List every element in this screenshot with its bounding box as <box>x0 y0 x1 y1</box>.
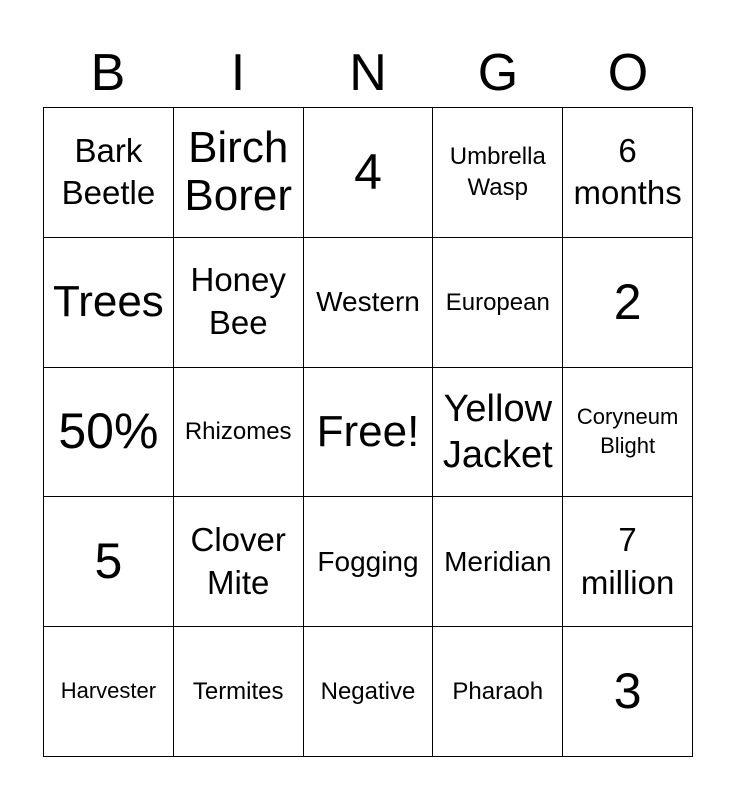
bingo-cell-r5-c3[interactable] <box>304 627 434 757</box>
bingo-cell-r4-c5[interactable] <box>563 497 693 627</box>
cell-text: Trees <box>52 277 164 326</box>
cell-text: Termites <box>192 678 284 705</box>
bingo-cell-r1-c1[interactable] <box>44 108 174 238</box>
cell-text: Birch Borer <box>184 123 292 221</box>
header-letter-b: B <box>90 44 126 102</box>
bingo-cell-r3-c5[interactable] <box>563 368 693 498</box>
cell-text: Bark Beetle <box>61 131 156 212</box>
bingo-cell-r5-c5[interactable] <box>563 627 693 757</box>
bingo-cell-r5-c1[interactable] <box>44 627 174 757</box>
cell-text: 50% <box>58 403 159 460</box>
bingo-cell-r2-c3[interactable] <box>304 238 434 368</box>
bingo-cell-r3-c4[interactable] <box>433 368 563 498</box>
bingo-cell-r4-c2[interactable] <box>174 497 304 627</box>
cell-text: Free! <box>316 406 420 456</box>
header-letter-o: O <box>607 44 649 102</box>
bingo-cell-r1-c5[interactable] <box>563 108 693 238</box>
cell-text: Western <box>316 286 420 317</box>
header-letter-i: I <box>230 44 246 102</box>
bingo-board <box>43 107 693 757</box>
bingo-cell-r1-c4[interactable] <box>433 108 563 238</box>
cell-text: 3 <box>613 663 642 720</box>
cell-text: Yellow Jacket <box>442 387 553 476</box>
bingo-cell-r1-c2[interactable] <box>174 108 304 238</box>
bingo-cell-r2-c4[interactable] <box>433 238 563 368</box>
cell-text: 4 <box>354 143 382 200</box>
cell-text: Meridian <box>444 545 552 577</box>
cell-text: Umbrella Wasp <box>449 143 546 202</box>
cell-text: 7 million <box>580 520 675 601</box>
cell-text: Clover Mite <box>190 520 286 601</box>
cell-text: Pharaoh <box>452 678 544 705</box>
cell-text: Negative <box>320 678 416 705</box>
cell-text: Honey Bee <box>190 261 286 342</box>
bingo-cell-r3-c2[interactable] <box>174 368 304 498</box>
header-letter-g: G <box>477 44 519 102</box>
bingo-cell-r4-c1[interactable] <box>44 497 174 627</box>
header-letter-n: N <box>349 44 387 102</box>
cell-text: Rhizomes <box>184 418 292 446</box>
bingo-cell-r5-c4[interactable] <box>433 627 563 757</box>
bingo-cell-r2-c1[interactable] <box>44 238 174 368</box>
cell-text: 2 <box>613 273 642 330</box>
cell-text: European <box>445 288 550 316</box>
bingo-cell-r4-c3[interactable] <box>304 497 434 627</box>
cell-text: Coryneum Blight <box>576 404 679 458</box>
bingo-cell-r2-c5[interactable] <box>563 238 693 368</box>
bingo-cell-r4-c4[interactable] <box>433 497 563 627</box>
cell-text: 6 months <box>573 131 682 212</box>
cell-text: Harvester <box>60 678 157 704</box>
bingo-cell-r3-c3[interactable] <box>304 368 434 498</box>
bingo-cell-r1-c3[interactable] <box>304 108 434 238</box>
bingo-cell-r2-c2[interactable] <box>174 238 304 368</box>
bingo-header <box>43 42 693 104</box>
bingo-cell-r5-c2[interactable] <box>174 627 304 757</box>
cell-text: Fogging <box>317 545 419 577</box>
bingo-cell-r3-c1[interactable] <box>44 368 174 498</box>
cell-text: 5 <box>94 533 123 590</box>
